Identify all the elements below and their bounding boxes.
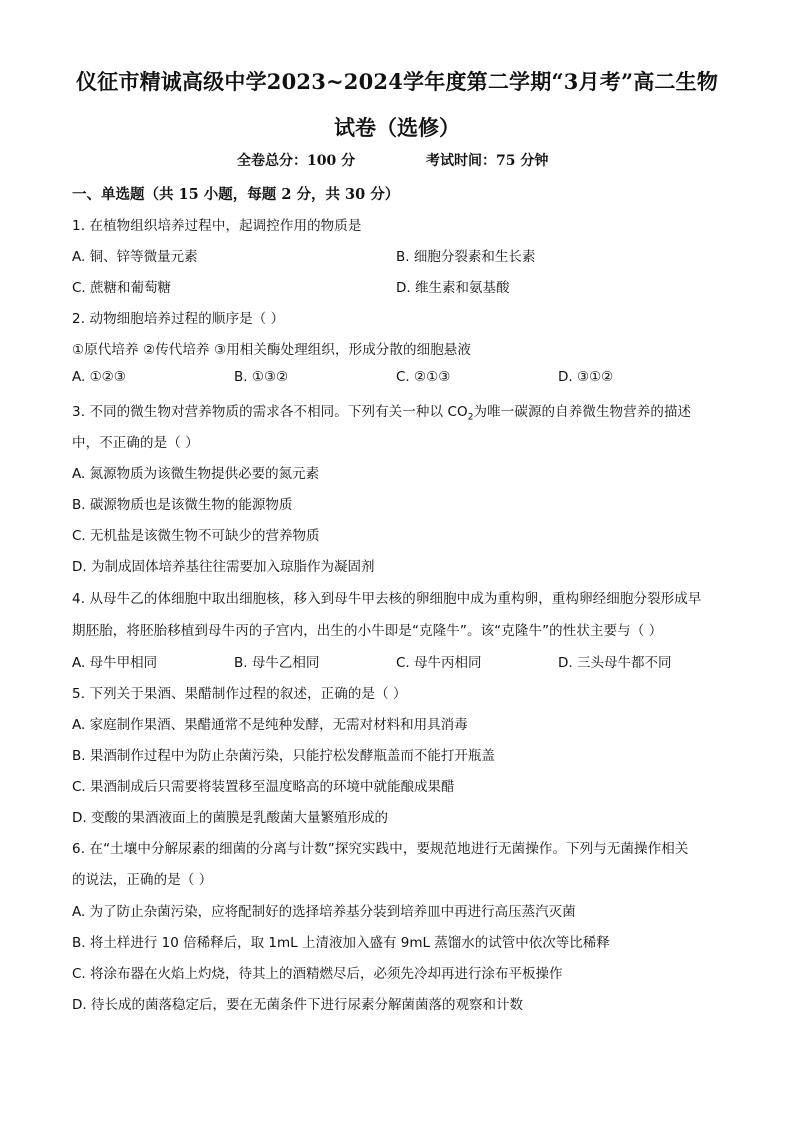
question-4-option-a: A. 母牛甲相同: [72, 655, 158, 671]
question-6-option-b: B. 将土样进行 10 倍稀释后，取 1mL 上清液加入盛有 9mL 蒸馏水的试管中依次等比稀释: [72, 935, 610, 951]
question-4-option-b: B. 母牛乙相同: [234, 655, 320, 671]
question-1-option-d: D. 维生素和氨基酸: [396, 280, 510, 296]
question-2-option-c: C. ②①③: [396, 369, 451, 385]
question-2-steps: ①原代培养 ②传代培养 ③用相关酶处理组织，形成分散的细胞悬液: [72, 342, 471, 358]
question-3-stem-part2: 为唯一碳源的自养微生物营养的描述: [473, 404, 692, 420]
section-heading: 一、单选题（共 15 小题，每题 2 分，共 30 分）: [72, 186, 400, 203]
question-4-option-d: D. 三头母牛都不同: [558, 655, 672, 671]
exam-title-line2: 试卷（选修）: [334, 115, 460, 140]
co2-subscript: 2: [467, 412, 474, 423]
question-5-option-d: D. 变酸的果酒液面上的菌膜是乳酸菌大量繁殖形成的: [72, 810, 388, 826]
question-6-option-a: A. 为了防止杂菌污染，应将配制好的选择培养基分装到培养皿中再进行高压蒸汽灭菌: [72, 904, 576, 920]
question-2-option-d: D. ③①②: [558, 369, 614, 385]
question-6-stem-line1: 6. 在“土壤中分解尿素的细菌的分离与计数”探究实践中，要规范地进行无菌操作。下列与无菌操作相关: [72, 841, 689, 857]
question-3-option-d: D. 为制成固体培养基往往需要加入琼脂作为凝固剂: [72, 559, 375, 575]
question-6-option-d: D. 待长成的菌落稳定后，要在无菌条件下进行尿素分解菌菌落的观察和计数: [72, 997, 523, 1013]
question-3-stem-line2: 中，不正确的是（ ）: [72, 435, 199, 451]
question-4-option-c: C. 母牛丙相同: [396, 655, 482, 671]
question-5-stem: 5. 下列关于果酒、果醋制作过程的叙述，正确的是（ ）: [72, 686, 407, 702]
question-5-option-b: B. 果酒制作过程中为防止杂菌污染，只能拧松发酵瓶盖而不能打开瓶盖: [72, 748, 495, 764]
total-score: 全卷总分：100 分: [237, 153, 356, 169]
question-2-option-a: A. ①②③: [72, 369, 126, 385]
question-6-option-c: C. 将涂布器在火焰上灼烧，待其上的酒精燃尽后，必须先冷却再进行涂布平板操作: [72, 966, 563, 982]
question-2-option-b: B. ①③②: [234, 369, 289, 385]
question-1-option-c: C. 蔗糖和葡萄糖: [72, 280, 172, 296]
question-1-option-a: A. 铜、锌等微量元素: [72, 249, 198, 265]
question-3-option-a: A. 氮源物质为该微生物提供必要的氮元素: [72, 466, 320, 482]
question-6-stem-line2: 的说法，正确的是（ ）: [72, 872, 213, 888]
question-3-option-c: C. 无机盐是该微生物不可缺少的营养物质: [72, 528, 320, 544]
question-2-stem: 2. 动物细胞培养过程的顺序是（ ）: [72, 311, 285, 327]
question-3-stem-line1: [72, 400, 691, 423]
question-4-stem-line1: 4. 从母牛乙的体细胞中取出细胞核，移入到母牛甲去核的卵细胞中成为重构卵，重构卵经细胞分裂形成早: [72, 591, 702, 607]
question-1-option-b: B. 细胞分裂素和生长素: [396, 249, 536, 265]
question-3-stem-part1: 3. 不同的微生物对营养物质的需求各不相同。下列有关一种以 CO: [72, 404, 468, 420]
question-5-option-a: A. 家庭制作果酒、果醋通常不是纯种发酵，无需对材料和用具消毒: [72, 717, 468, 733]
exam-time: 考试时间：75 分钟: [426, 153, 549, 169]
question-1-stem: 1. 在植物组织培养过程中，起调控作用的物质是: [72, 218, 362, 234]
question-3-option-b: B. 碳源物质也是该微生物的能源物质: [72, 497, 293, 513]
question-4-stem-line2: 期胚胎，将胚胎移植到母牛丙的子宫内，出生的小牛即是“克隆牛”。该“克隆牛”的性状主要与（ ）: [72, 623, 663, 639]
question-5-option-c: C. 果酒制成后只需要将装置移至温度略高的环境中就能酿成果醋: [72, 779, 455, 795]
exam-title-line1: 仪征市精诚高级中学2023~2024学年度第二学期“3月考”高二生物: [75, 69, 719, 94]
